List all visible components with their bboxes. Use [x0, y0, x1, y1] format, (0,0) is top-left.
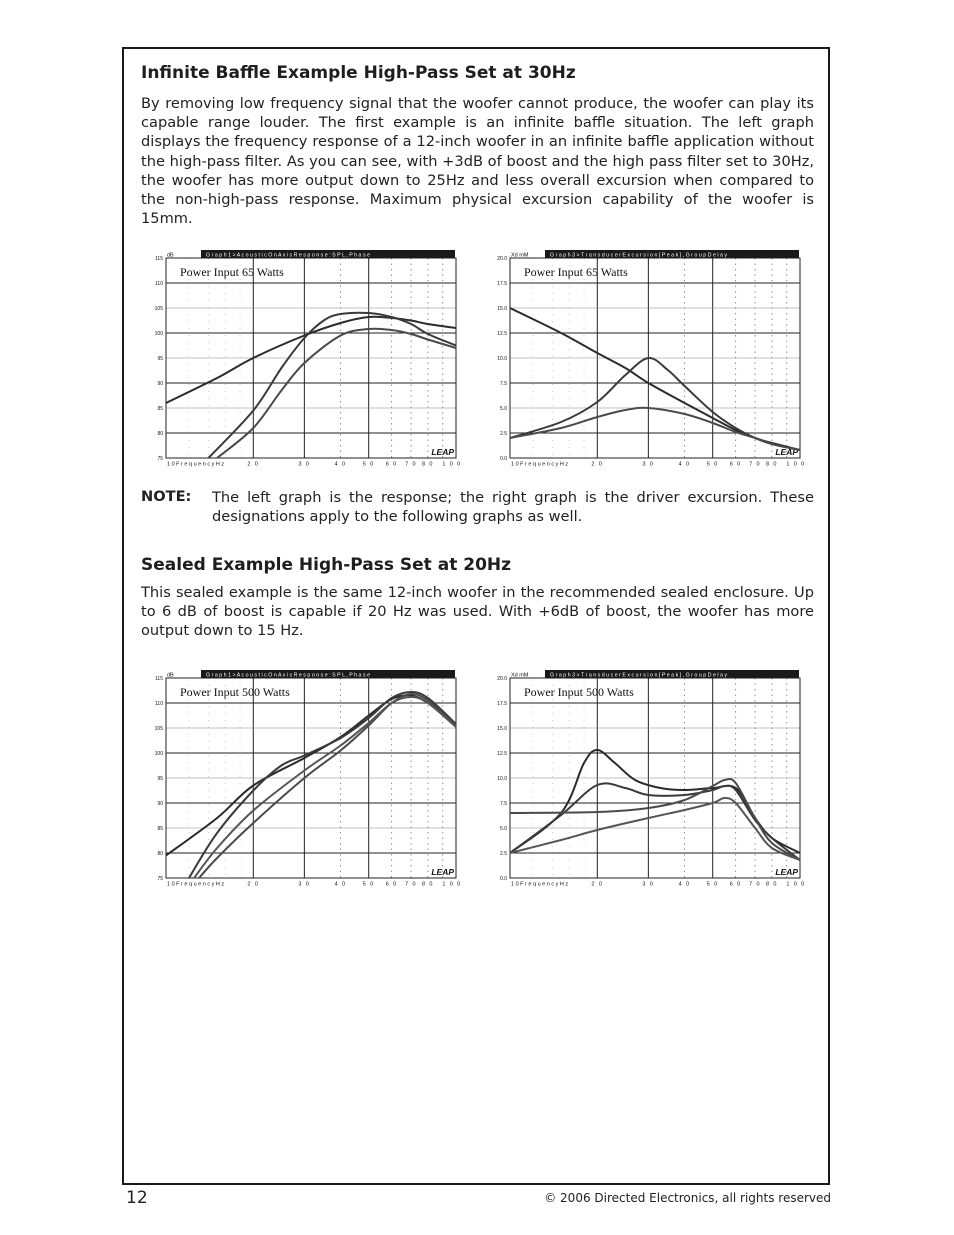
y-tick-label: 10.0	[497, 776, 507, 782]
x-tick-label: 6 0	[729, 881, 742, 888]
section-heading-sealed: Sealed Example High-Pass Set at 20Hz	[141, 555, 512, 575]
leap-logo: LEAP	[431, 867, 454, 877]
y-tick-label: 85	[157, 826, 163, 832]
y-tick-label: 2.5	[500, 851, 507, 857]
series-line-3	[199, 694, 456, 878]
x-tick-label: 6 0	[385, 881, 398, 888]
y-tick-label: 12.5	[497, 331, 507, 337]
y-tick-label: 75	[157, 456, 163, 462]
x-tick-label: 6 0	[385, 461, 398, 468]
x-axis-label: 1 0 F r e q u e n c y H z	[511, 881, 569, 888]
y-tick-label: 0.0	[500, 456, 507, 462]
note-text: The left graph is the response; the right graph is the driver excursion. These designations apply to the following graphs as well.	[212, 489, 814, 526]
y-tick-label: 95	[157, 776, 163, 782]
y-tick-label: 75	[157, 876, 163, 882]
y-tick-label: 15.0	[497, 306, 507, 312]
x-tick-label: 1 0 0	[786, 881, 806, 888]
note-label: NOTE:	[141, 488, 192, 505]
y-tick-label: 100	[154, 751, 163, 757]
unit-label: Xd mM	[511, 672, 529, 679]
y-tick-label: 115	[155, 256, 163, 262]
x-tick-label: 3 0	[642, 461, 655, 468]
power-input-annotation: Power Input 65 Watts	[180, 265, 284, 279]
y-tick-label: 5.0	[500, 826, 507, 832]
y-tick-label: 12.5	[497, 751, 507, 757]
y-tick-label: 95	[157, 356, 163, 362]
x-axis-label: 1 0 F r e q u e n c y H z	[511, 461, 569, 468]
x-tick-label: 2 0	[247, 461, 260, 468]
y-tick-label: 5.0	[500, 406, 507, 412]
unit-label: dB	[167, 672, 174, 679]
graph-title: G r a p h 3 > T r a n s d u c e r E x c u r s i o n [ P e a k ] , G r o u p D e l a y	[550, 672, 728, 679]
x-tick-label: 8 0	[421, 461, 434, 468]
x-tick-label: 4 0	[334, 461, 347, 468]
y-tick-label: 20.0	[497, 256, 507, 262]
y-tick-label: 90	[157, 381, 163, 387]
x-tick-label: 7 0	[749, 881, 762, 888]
series-line-1	[166, 695, 456, 855]
x-tick-label: 4 0	[334, 881, 347, 888]
graph-title: G r a p h 3 > T r a n s d u c e r E x c u r s i o n [ P e a k ] , G r o u p D e l a y	[550, 252, 728, 259]
x-tick-label: 5 0	[362, 881, 375, 888]
copyright-notice: © 2006 Directed Electronics, all rights reserved	[544, 1191, 831, 1205]
y-tick-label: 100	[154, 331, 163, 337]
x-axis-label: 1 0 F r e q u e n c y H z	[167, 881, 225, 888]
leap-logo: LEAP	[775, 867, 798, 877]
section-body-infinite-baffle: By removing low frequency signal that the woofer cannot produce, the woofer can play its capable range louder. The first example is an infinite baffle situation. The left graph displays the frequency response of a 12-inch woofer in an infinite baffle application without the high-pass filter. As you can see, with +3dB of boost and the high pass filter set to 30Hz, the woofer has more output down to 25Hz and less overall excursion when compared to the non-high-pass response. Maximum physical excursion capability of the woofer is 15mm.	[141, 95, 814, 228]
leap-logo: LEAP	[775, 447, 798, 457]
graph-title: G r a p h 1 > A c o u s t i c O n A x i s R e s p o n s e : S P L , P h a s e	[206, 252, 371, 259]
series-line-4	[194, 697, 456, 878]
y-tick-label: 115	[155, 676, 163, 682]
x-tick-label: 8 0	[765, 461, 778, 468]
y-tick-label: 105	[154, 726, 163, 732]
y-tick-label: 80	[157, 431, 163, 437]
x-tick-label: 2 0	[591, 461, 604, 468]
y-tick-label: 10.0	[497, 356, 507, 362]
x-tick-label: 8 0	[421, 881, 434, 888]
x-tick-label: 3 0	[642, 881, 655, 888]
x-tick-label: 5 0	[706, 881, 719, 888]
y-tick-label: 110	[155, 701, 163, 707]
y-tick-label: 110	[155, 281, 163, 287]
x-tick-label: 7 0	[405, 881, 418, 888]
x-axis-label: 1 0 F r e q u e n c y H z	[167, 461, 225, 468]
graph-title: G r a p h 1 > A c o u s t i c O n A x i s R e s p o n s e : S P L , P h a s e	[206, 672, 371, 679]
section-body-sealed: This sealed example is the same 12-inch woofer in the recommended sealed enclosure. Up to 6 dB of boost is capable if 20 Hz was used. With +6dB of boost, the woofer has more output down to 15 Hz.	[141, 584, 814, 640]
graph-1-spl-infinite-baffle	[146, 248, 460, 470]
y-tick-label: 15.0	[497, 726, 507, 732]
y-tick-label: 0.0	[500, 876, 507, 882]
series-line-1	[510, 750, 800, 853]
series-line-2	[189, 692, 456, 878]
power-input-annotation: Power Input 500 Watts	[524, 685, 634, 699]
x-tick-label: 7 0	[405, 461, 418, 468]
y-tick-label: 105	[154, 306, 163, 312]
y-tick-label: 90	[157, 801, 163, 807]
series-line-3	[510, 408, 800, 450]
x-tick-label: 5 0	[362, 461, 375, 468]
graph-1-spl-sealed	[146, 668, 460, 890]
x-tick-label: 1 0 0	[442, 461, 462, 468]
page-number: 12	[126, 1188, 148, 1208]
y-tick-label: 17.5	[497, 281, 507, 287]
graph-3-excursion-sealed	[490, 668, 804, 890]
y-tick-label: 17.5	[497, 701, 507, 707]
x-tick-label: 4 0	[678, 881, 691, 888]
x-tick-label: 6 0	[729, 461, 742, 468]
y-tick-label: 85	[157, 406, 163, 412]
section-heading-infinite-baffle: Infinite Baffle Example High-Pass Set at 30Hz	[141, 63, 576, 83]
unit-label: Xd mM	[511, 252, 529, 259]
y-tick-label: 20.0	[497, 676, 507, 682]
y-tick-label: 2.5	[500, 431, 507, 437]
x-tick-label: 5 0	[706, 461, 719, 468]
y-tick-label: 7.5	[500, 801, 507, 807]
y-tick-label: 80	[157, 851, 163, 857]
y-tick-label: 7.5	[500, 381, 507, 387]
series-line-2	[510, 358, 800, 450]
x-tick-label: 8 0	[765, 881, 778, 888]
power-input-annotation: Power Input 500 Watts	[180, 685, 290, 699]
x-tick-label: 1 0 0	[786, 461, 806, 468]
x-tick-label: 7 0	[749, 461, 762, 468]
unit-label: dB	[167, 252, 174, 259]
power-input-annotation: Power Input 65 Watts	[524, 265, 628, 279]
x-tick-label: 3 0	[298, 881, 311, 888]
x-tick-label: 2 0	[247, 881, 260, 888]
leap-logo: LEAP	[431, 447, 454, 457]
x-tick-label: 4 0	[678, 461, 691, 468]
graph-3-excursion-infinite-baffle	[490, 248, 804, 470]
x-tick-label: 1 0 0	[442, 881, 462, 888]
x-tick-label: 3 0	[298, 461, 311, 468]
x-tick-label: 2 0	[591, 881, 604, 888]
